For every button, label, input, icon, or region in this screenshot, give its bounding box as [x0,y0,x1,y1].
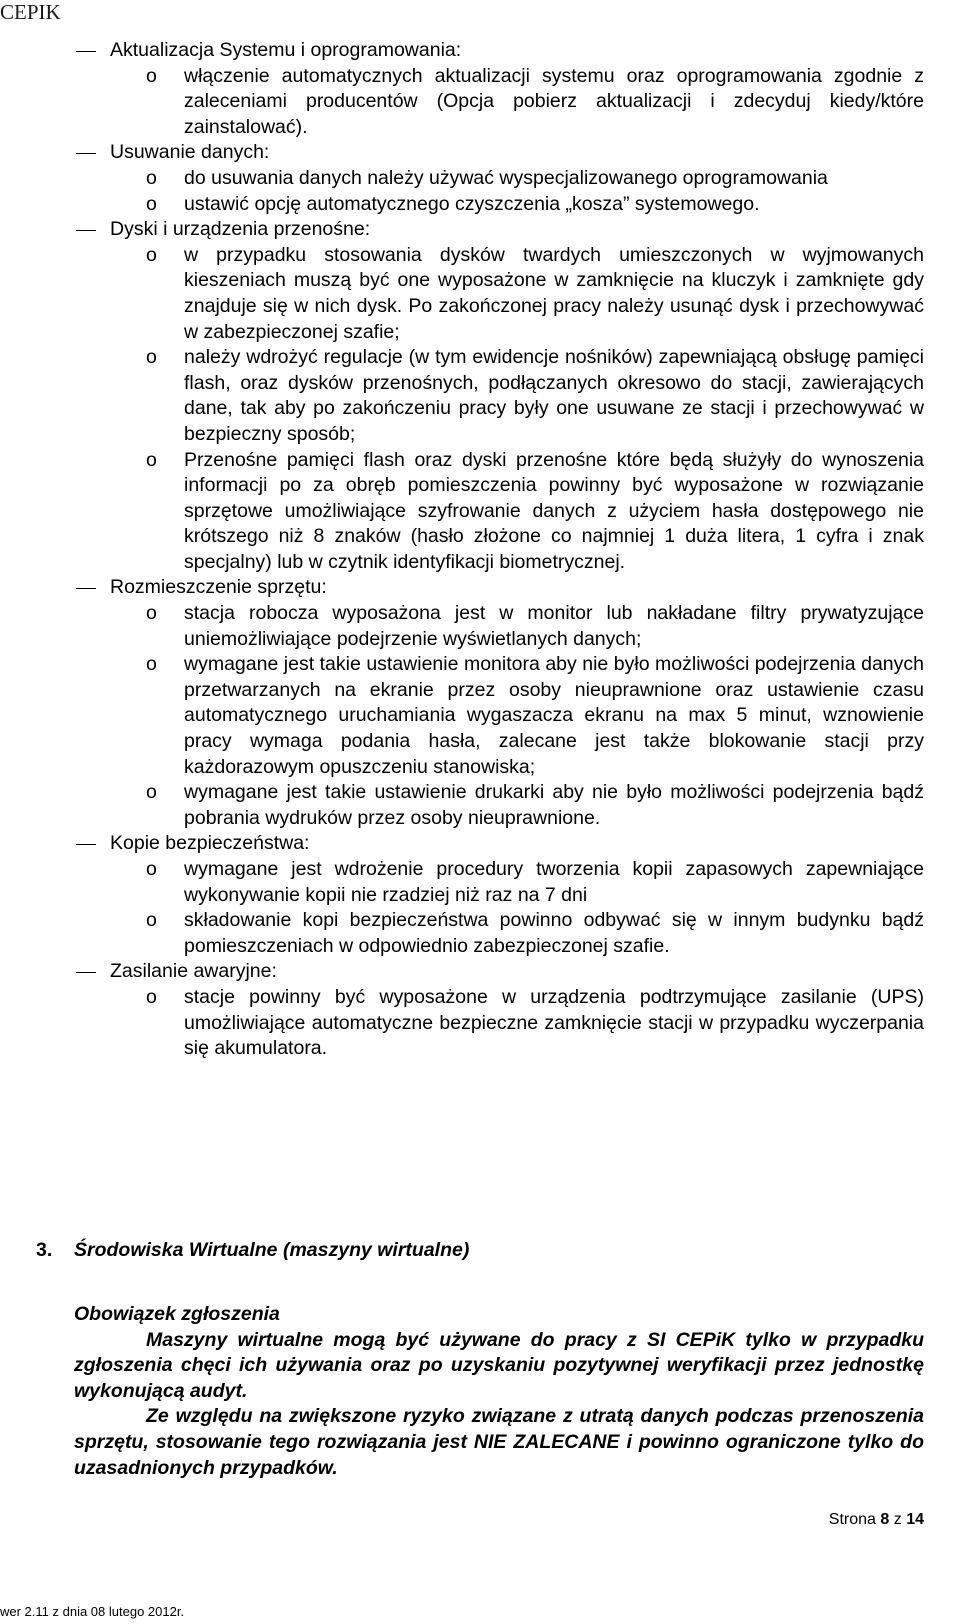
bullet-marker: o [146,858,157,880]
list-item [0,857,960,908]
dash-marker [76,153,96,154]
page-total: 14 [906,1511,924,1528]
subsection-title: Środowiska Wirtualne (maszyny wirtualne) [74,1239,470,1261]
dash-marker [76,230,96,231]
bullet-list [0,985,960,1062]
page-prefix: Strona [828,1511,876,1528]
dash-marker [76,844,96,845]
list-item [0,448,960,576]
section-aktualizacja [0,38,960,140]
paragraph-warning: Ze względu na zwiększone ryzyko związane z utratą danych podczas przenoszenia sprzętu, stosowanie tego rozwiązania jest NIE ZALECANE i powinno ograniczone tylko do uzasadnionych przypadków. [74,1405,924,1479]
document-body [0,38,960,1062]
list-item [0,192,960,218]
subsection-number: 3. [36,1239,53,1261]
page-number [829,1510,924,1530]
list-item-text: wymagane jest takie ustawienie drukarki aby nie było możliwości podejrzenia bądź pobrania wydruków przez osoby nieuprawnione. [184,781,924,829]
page-separator: z [893,1511,902,1528]
bullet-marker: o [146,909,157,932]
bullet-marker: o [146,64,157,87]
bullet-marker: o [146,166,157,189]
list-item-text: stacje powinny być wyposażone w urządzenia podtrzymujące zasilanie (UPS) umożliwiające automatyczne bezpieczne zamknięcie stacji w przypadku wyczerpania się akumulatora. [184,985,924,1060]
bullet-marker: o [146,602,157,625]
section-dyski [0,217,960,575]
list-item-text: w przypadku stosowania dysków twardych umieszczonych w wyjmowanych kieszeniach muszą być one wyposażone w zamknięcie na kluczyk i zamknięte gdy znajduje się w nich dysk. Po zakończonej pracy należy usunąć dysk i przechowywać w zabezpieczonej szafie; [184,243,924,343]
list-item-text: ustawić opcję automatycznego czyszczenia „kosza” systemowego. [184,192,760,215]
section-title: Rozmieszczenie sprzętu: [110,576,327,599]
list-item [0,64,960,141]
bullet-marker: o [146,243,157,266]
bullet-marker: o [146,448,157,471]
dash-marker [76,588,96,589]
list-item-text: stacja robocza wyposażona jest w monitor lub nakładane filtry prywatyzujące uniemożliwiające podejrzenie wyświetlanych danych; [184,602,924,650]
bullet-marker: o [146,653,157,676]
bullet-marker: o [146,346,157,369]
dash-marker [76,972,96,973]
list-item-text: do usuwania danych należy używać wyspecjalizowanego oprogramowania [184,166,828,189]
list-item [0,166,960,192]
version-info: wer 2.11 z dnia 08 lutego 2012r. [0,1604,185,1619]
bullet-list [0,64,960,141]
bullet-marker: o [146,781,157,804]
section-title: Kopie bezpieczeństwa: [110,832,310,855]
list-item [0,243,960,345]
list-item [0,601,960,652]
bullet-marker: o [146,192,157,215]
bullet-list [0,166,960,217]
list-item [0,345,960,447]
section-rozmieszczenie [0,575,960,831]
list-item-text: Przenośne pamięci flash oraz dyski przenośne które będą służyły do wynoszenia informacji po za obręb pomieszczenia powinny być wyposażone w rozwiązanie sprzętowe umożliwiające szyfrowanie danych z użyciem hasła dostępowego nie krótszego niż 8 znaków (hasło złożone co najmniej 1 duża litera, 1 cyfra i znak specjalny) lub w czytnik identyfikacji biometrycznej. [184,448,924,573]
bullet-list [0,601,960,831]
dash-marker [76,51,96,52]
paragraph-obligation: Maszyny wirtualne mogą być używane do pracy z SI CEPiK tylko w przypadku zgłoszenia chęci ich używania oraz po uzyskaniu pozytywnej weryfikacji przez jednostkę wykonującą audyt. [74,1328,924,1402]
list-item-text: składowanie kopi bezpieczeństwa powinno odbywać się w innym budynku bądź pomieszczeniach w odpowiednio zabezpieczonej szafie. [184,909,924,957]
list-item-text: należy wdrożyć regulacje (w tym ewidencje nośników) zapewniającą obsługę pamięci flash, oraz dysków przenośnych, podłączanych okresowo do stacji, zawierających dane, tak aby po zakończeniu pracy były one usuwane ze stacji i przechowywać w bezpieczny sposób; [184,346,924,445]
list-item [0,652,960,780]
section-title: Dyski i urządzenia przenośne: [110,218,371,241]
list-item-text: wymagane jest takie ustawienie monitora aby nie było możliwości podejrzenia danych przetwarzanych na ekranie przez osoby nieuprawnione oraz ustawienie czasu automatycznego uruchamiania wygaszacza ekranu na max 5 minut, wznowienie pracy wymaga podania hasła, zalecane jest także blokowanie stacji przy każdorazowym opuszczeniu stanowiska; [184,653,924,778]
subsection-body [74,1302,924,1481]
list-item [0,908,960,959]
bullet-marker: o [146,985,157,1008]
bullet-list [0,857,960,959]
list-item-text: wymagane jest wdrożenie procedury tworzenia kopii zapasowych zapewniające wykonywanie kopii nie rzadziej niż raz na 7 dni [184,858,924,906]
section-kopie [0,831,960,959]
list-item [0,780,960,831]
bullet-list [0,243,960,576]
list-item-text: włączenie automatycznych aktualizacji systemu oraz oprogramowania zgodnie z zaleceniami producentów (Opcja pobierz aktualizacji i zdecyduj kiedy/które zainstalować). [184,64,924,138]
section-usuwanie [0,140,960,217]
section-title: Usuwanie danych: [110,141,270,164]
section-zasilanie [0,959,960,1061]
list-item [0,985,960,1062]
section-title: Zasilanie awaryjne: [110,960,277,983]
header-title: CEPIK [0,0,61,24]
subsection-heading: Obowiązek zgłoszenia [74,1303,280,1325]
page-current: 8 [880,1511,890,1528]
section-title: Aktualizacja Systemu i oprogramowania: [110,39,462,61]
